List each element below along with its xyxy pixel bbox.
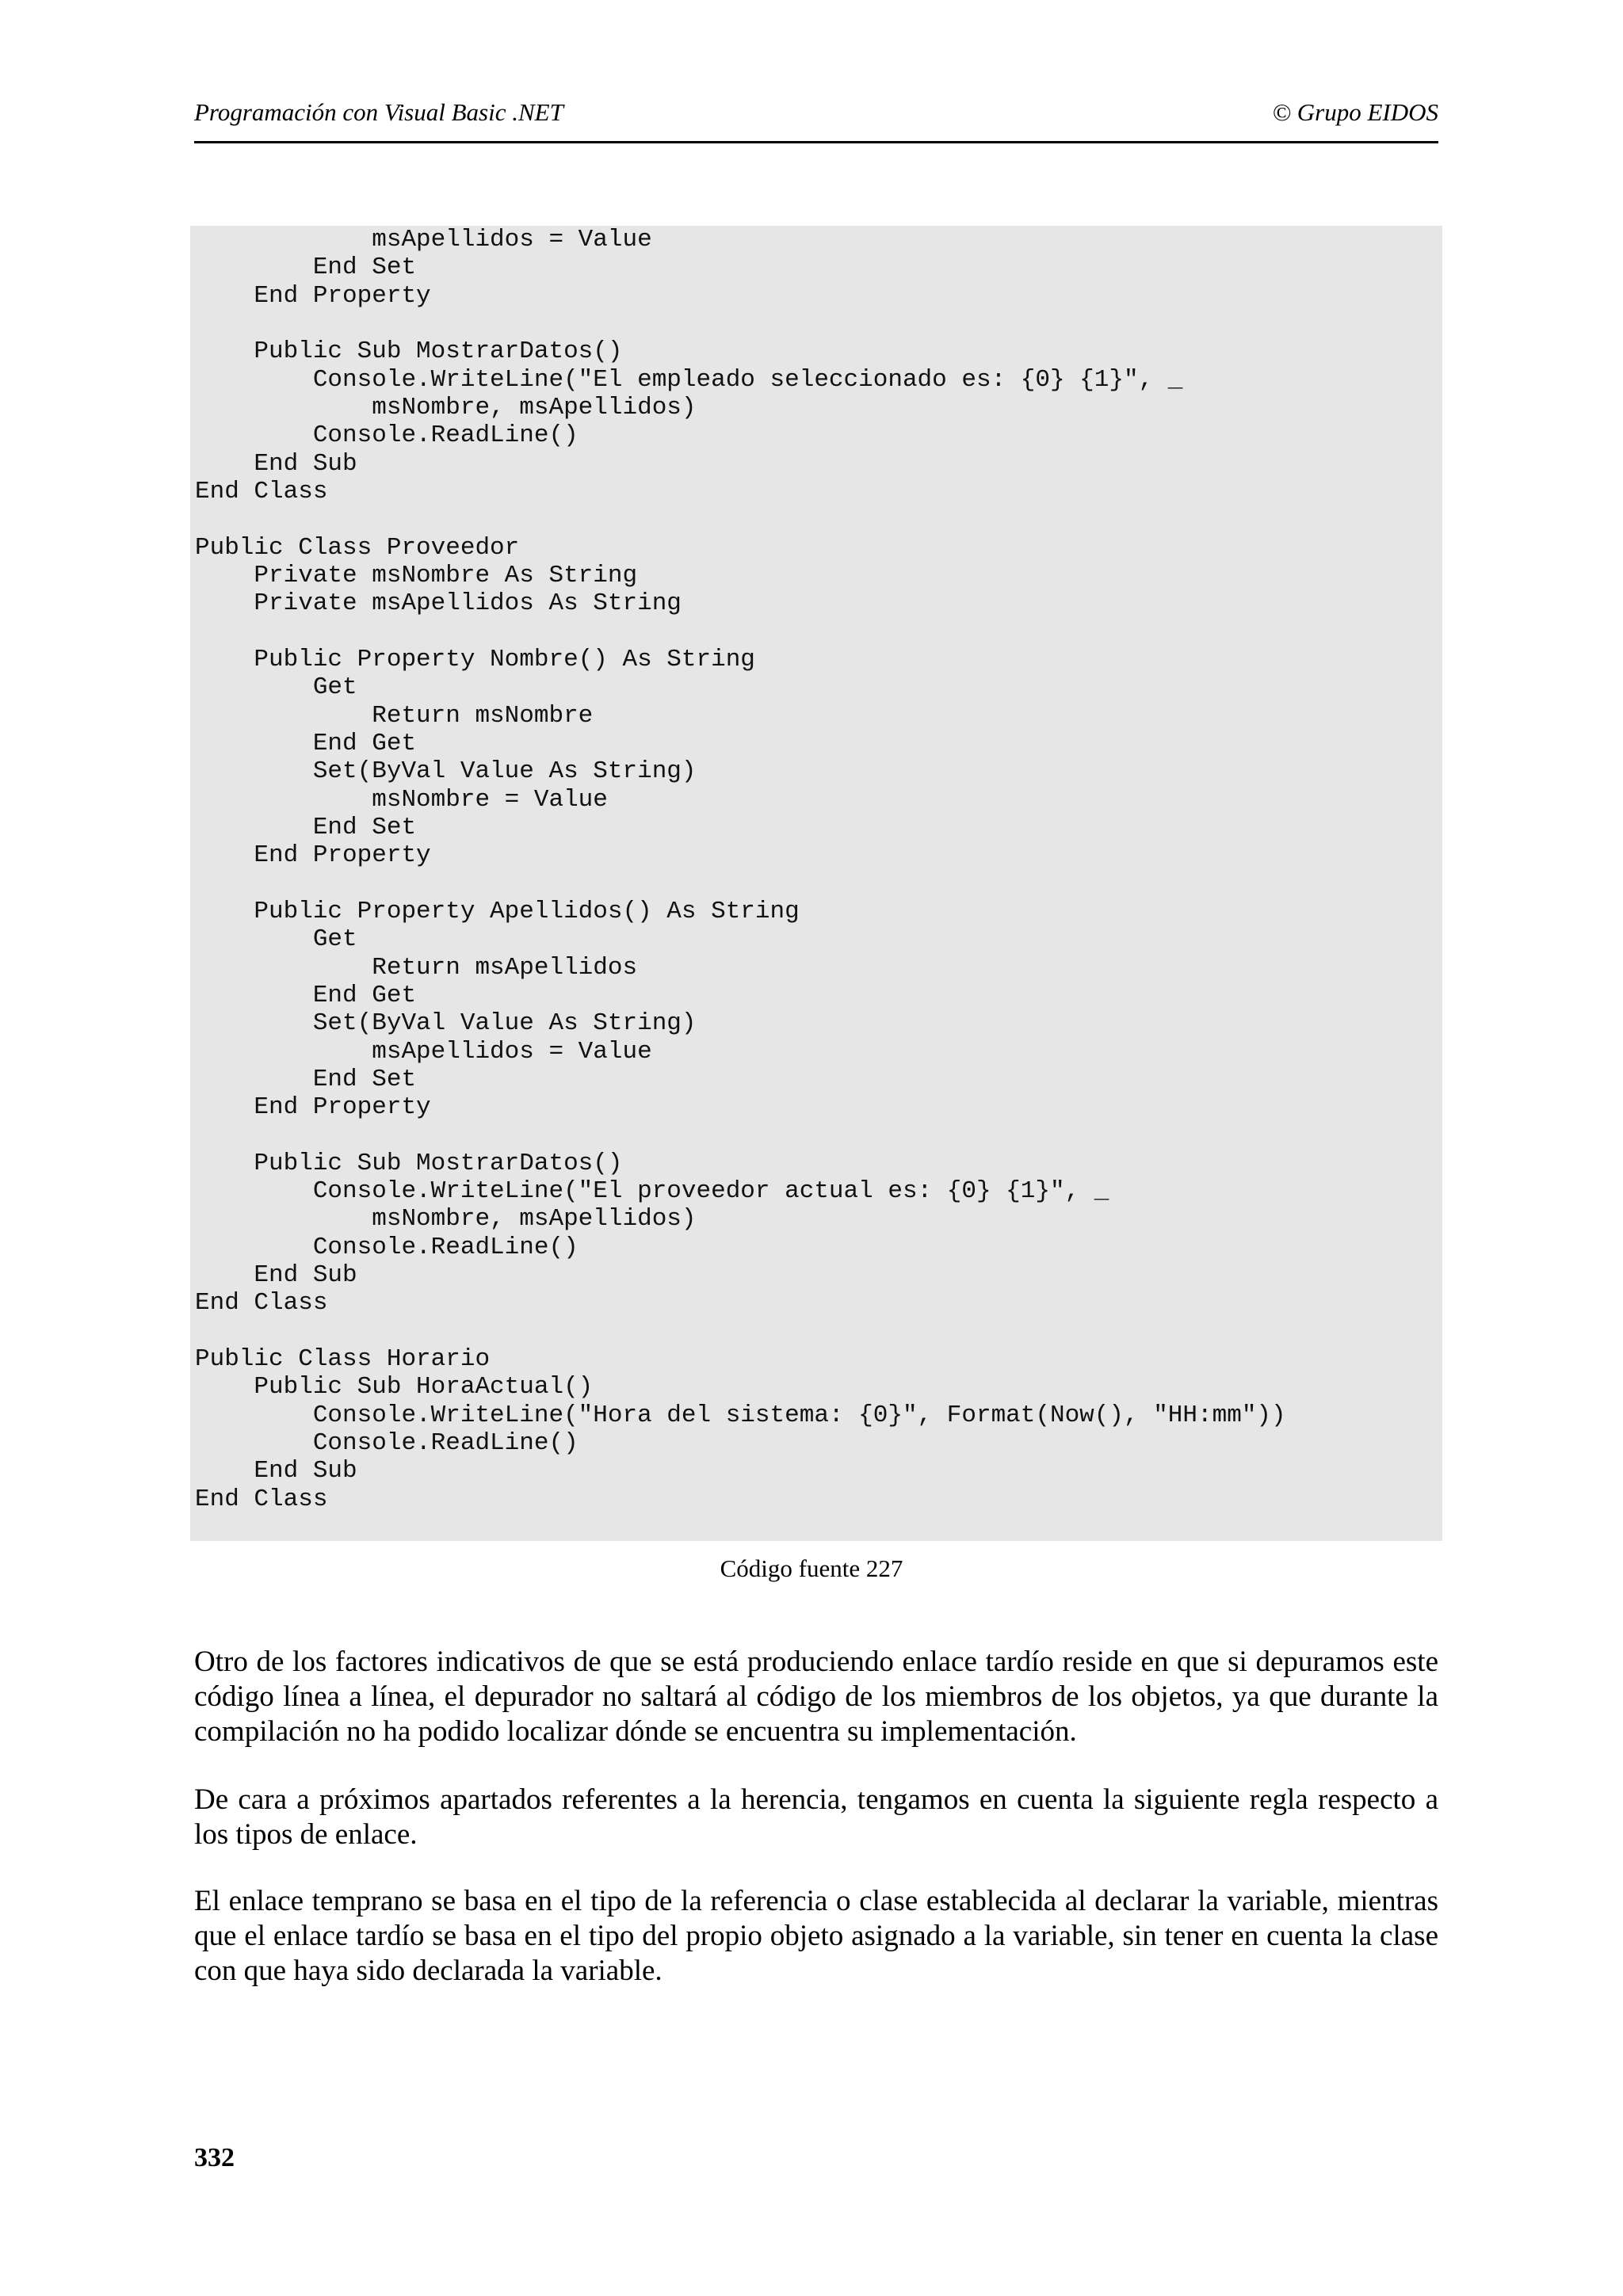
- code-line: msNombre, msApellidos): [195, 1205, 697, 1234]
- code-line: End Get: [195, 729, 417, 757]
- code-line: End Sub: [195, 1457, 357, 1486]
- code-line: End Property: [195, 1093, 431, 1122]
- code-line: End Property: [195, 841, 431, 870]
- code-line: End Property: [195, 281, 431, 310]
- body-paragraph: El enlace temprano se basa en el tipo de la referencia o clase establecida al declarar la variable, mientras que el enlace tardío se basa en el tipo del propio objeto asignado a la variable, sin tener en cuenta la clase con que haya sido declarada la variable.: [194, 1885, 1438, 1987]
- code-line: End Class: [195, 1485, 328, 1513]
- code-line: Console.WriteLine("Hora del sistema: {0}", Format(Now(), "HH:mm")): [195, 1401, 1286, 1429]
- code-line: Console.ReadLine(): [195, 1233, 579, 1261]
- code-line: Return msApellidos: [195, 953, 638, 982]
- code-line: Console.WriteLine("El proveedor actual es: {0} {1}", _: [195, 1177, 1109, 1206]
- code-line: End Sub: [195, 1261, 357, 1290]
- code-caption: Código fuente 227: [720, 1554, 903, 1582]
- code-line: Public Sub MostrarDatos(): [195, 1149, 623, 1177]
- page-header: [194, 93, 1438, 143]
- page-number: 332: [194, 2143, 235, 2172]
- code-line: msApellidos = Value: [195, 1037, 652, 1066]
- code-line: Return msNombre: [195, 701, 594, 730]
- code-line: msNombre = Value: [195, 785, 608, 814]
- body-paragraph: Otro de los factores indicativos de que se está produciendo enlace tardío reside en que si depuramos este código línea a línea, el depurador no saltará al código de los miembros de los objetos, ya que durante la compilación no ha podido localizar dónde se encuentra su implementación.: [194, 1646, 1438, 1748]
- book-title: Programación con Visual Basic .NET: [194, 98, 563, 126]
- code-line: End Set: [195, 254, 417, 282]
- code-line: End Set: [195, 813, 417, 841]
- code-line: Console.ReadLine(): [195, 1429, 579, 1458]
- code-line: End Class: [195, 1289, 328, 1318]
- code-line: Private msApellidos As String: [195, 589, 682, 618]
- code-text: [195, 226, 1286, 1513]
- body-paragraph: De cara a próximos apartados referentes a la herencia, tengamos en cuenta la siguiente regla respecto a los tipos de enlace.: [194, 1783, 1438, 1851]
- code-line: End Get: [195, 981, 417, 1009]
- code-line: Console.WriteLine("El empleado seleccionado es: {0} {1}", _: [195, 365, 1183, 394]
- code-line: Set(ByVal Value As String): [195, 757, 697, 786]
- publisher-name: © Grupo EIDOS: [1272, 98, 1438, 126]
- code-line: Private msNombre As String: [195, 561, 638, 589]
- code-listing: [190, 226, 1442, 1541]
- code-line: End Set: [195, 1065, 417, 1093]
- code-line: Get: [195, 673, 357, 702]
- code-line: Public Class Proveedor: [195, 533, 520, 562]
- code-line: Get: [195, 925, 357, 954]
- code-line: Console.ReadLine(): [195, 421, 579, 450]
- code-line: Public Class Horario: [195, 1345, 491, 1374]
- code-line: End Sub: [195, 449, 357, 478]
- code-line: Public Sub HoraActual(): [195, 1373, 594, 1402]
- code-line: msNombre, msApellidos): [195, 393, 697, 421]
- code-line: End Class: [195, 477, 328, 505]
- code-line: msApellidos = Value: [195, 226, 652, 254]
- code-line: Public Property Apellidos() As String: [195, 897, 800, 925]
- code-line: Set(ByVal Value As String): [195, 1009, 697, 1038]
- code-line: Public Property Nombre() As String: [195, 645, 755, 673]
- code-line: Public Sub MostrarDatos(): [195, 338, 623, 366]
